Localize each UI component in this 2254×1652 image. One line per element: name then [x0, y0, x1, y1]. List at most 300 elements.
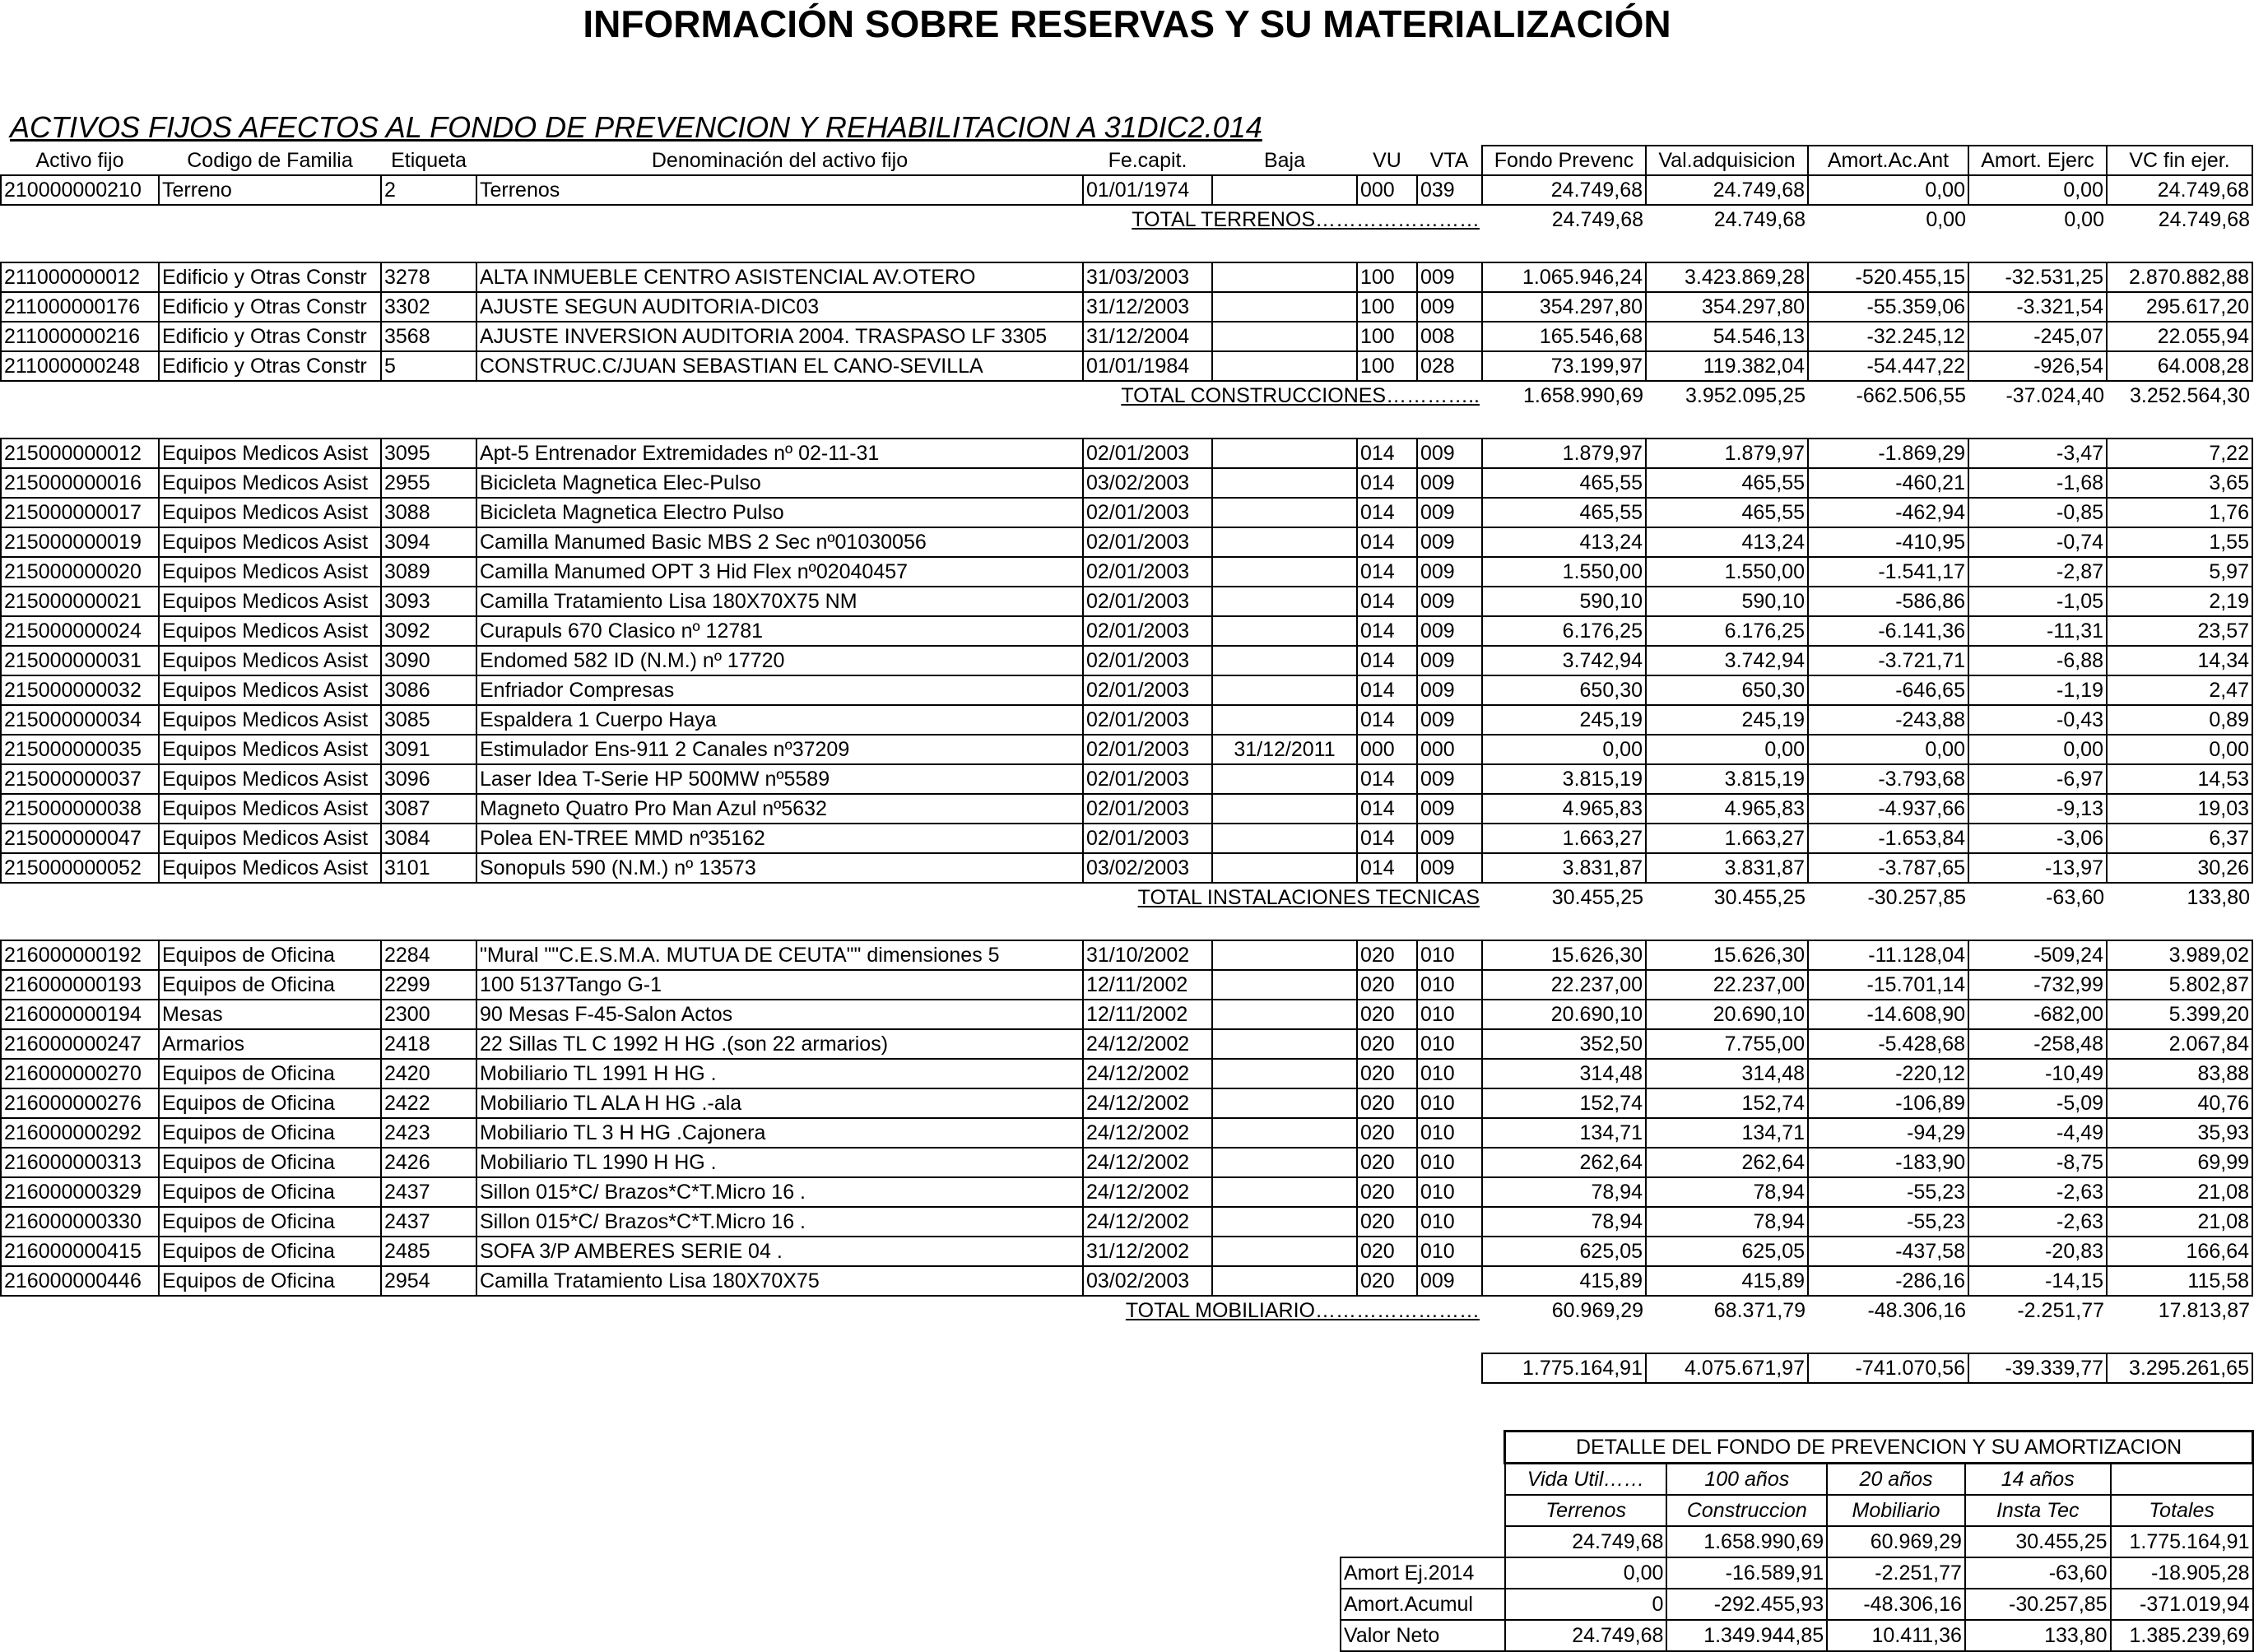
cell-familia: Equipos Medicos Asist: [159, 468, 381, 498]
cell-fondo: 262,64: [1482, 1148, 1646, 1177]
table-row: [1, 262, 2252, 292]
cell-fecha: 02/01/2003: [1083, 824, 1212, 853]
cell-vc: 64.008,28: [2107, 351, 2252, 381]
cell-baja: [1212, 322, 1357, 351]
cell-val: 415,89: [1646, 1266, 1808, 1296]
cell-amort-ej: -32.531,25: [1968, 262, 2107, 292]
cell-vc: 35,93: [2107, 1118, 2252, 1148]
cell-vta: 009: [1417, 292, 1482, 322]
cell-familia: Edificio y Otras Constr: [159, 351, 381, 381]
cell-val: 465,55: [1646, 468, 1808, 498]
detail-value-cell: -63,60: [1965, 1557, 2111, 1589]
cell-etiqueta: 3084: [381, 824, 476, 853]
cell-etiqueta: 3090: [381, 646, 476, 675]
column-header: Denominación del activo fijo: [651, 148, 909, 172]
total-vc: 17.813,87: [2158, 1299, 2250, 1322]
group-total-label: TOTAL MOBILIARIO……………………: [1125, 1299, 1480, 1322]
spacer-cell: [381, 1296, 476, 1325]
cell-etiqueta: 2422: [381, 1088, 476, 1118]
category-cell: Mobiliario: [1827, 1495, 1965, 1526]
total-fondo: 30.455,25: [1551, 886, 1643, 909]
cell-baja: [1212, 940, 1357, 970]
cell-val: 54.546,13: [1646, 322, 1808, 351]
cell-baja: [1212, 853, 1357, 883]
cell-etiqueta: 2299: [381, 970, 476, 1000]
detail-category-row: [1341, 1495, 2253, 1526]
cell-vta: 009: [1417, 262, 1482, 292]
cell-activo: 215000000035: [1, 735, 159, 764]
cell-vc: 83,88: [2107, 1059, 2252, 1088]
category-cell: Terrenos: [1505, 1495, 1667, 1526]
cell-etiqueta: 2426: [381, 1148, 476, 1177]
detail-value-cell: 1.349.944,85: [1666, 1620, 1827, 1651]
cell-fecha: 02/01/2003: [1083, 587, 1212, 616]
total-amort-ej: -2.251,77: [2017, 1299, 2104, 1322]
cell-val: 6.176,25: [1646, 616, 1808, 646]
cell-amort-ej: -732,99: [1968, 970, 2107, 1000]
cell-activo: 216000000276: [1, 1088, 159, 1118]
cell-fecha: 01/01/1984: [1083, 351, 1212, 381]
cell-activo: 216000000292: [1, 1118, 159, 1148]
cell-baja: [1212, 1207, 1357, 1237]
cell-val: 245,19: [1646, 705, 1808, 735]
cell-baja: [1212, 646, 1357, 675]
table-row: [1, 1207, 2252, 1237]
cell-amort-ant: -3.793,68: [1808, 764, 1968, 794]
column-header: Activo fijo: [35, 148, 124, 172]
cell-vu: 014: [1357, 587, 1417, 616]
cell-amort-ant: -106,89: [1808, 1088, 1968, 1118]
table-row: [1, 735, 2252, 764]
cell-denominacion: 22 Sillas TL C 1992 H HG .(son 22 armarios): [476, 1029, 1083, 1059]
cell-vta: 010: [1417, 1207, 1482, 1237]
cell-activo: 216000000194: [1, 1000, 159, 1029]
cell-val: 78,94: [1646, 1177, 1808, 1207]
value-cell: 24.749,68: [1505, 1526, 1667, 1557]
cell-activo: 216000000415: [1, 1237, 159, 1266]
cell-fecha: 02/01/2003: [1083, 616, 1212, 646]
cell-vc: 115,58: [2107, 1266, 2252, 1296]
vida-util-cell: Vida Util……: [1505, 1464, 1667, 1496]
cell-vta: 009: [1417, 527, 1482, 557]
table-row: [1, 1237, 2252, 1266]
table-row: [1, 1177, 2252, 1207]
cell-vta: 010: [1417, 1088, 1482, 1118]
cell-vta: 009: [1417, 794, 1482, 824]
cell-vu: 014: [1357, 794, 1417, 824]
cell-val: 78,94: [1646, 1207, 1808, 1237]
cell-denominacion: Mobiliario TL 1991 H HG .: [476, 1059, 1083, 1088]
cell-vc: 1,55: [2107, 527, 2252, 557]
cell-baja: [1212, 1266, 1357, 1296]
cell-vu: 020: [1357, 1059, 1417, 1088]
cell-vu: 014: [1357, 439, 1417, 468]
cell-familia: Equipos de Oficina: [159, 940, 381, 970]
cell-vu: 100: [1357, 351, 1417, 381]
cell-activo: 215000000019: [1, 527, 159, 557]
cell-fondo: 78,94: [1482, 1177, 1646, 1207]
column-header: Fondo Prevenc: [1482, 146, 1646, 175]
cell-baja: [1212, 439, 1357, 468]
cell-etiqueta: 3278: [381, 262, 476, 292]
total-amort-ant: 0,00: [1926, 208, 1966, 231]
cell-baja: [1212, 1088, 1357, 1118]
cell-etiqueta: 3094: [381, 527, 476, 557]
cell-fondo: 245,19: [1482, 705, 1646, 735]
cell-etiqueta: 3086: [381, 675, 476, 705]
cell-fecha: 31/03/2003: [1083, 262, 1212, 292]
cell-fondo: 15.626,30: [1482, 940, 1646, 970]
cell-vu: 020: [1357, 970, 1417, 1000]
total-val: 30.455,25: [1713, 886, 1806, 909]
cell-val: 20.690,10: [1646, 1000, 1808, 1029]
cell-vc: 69,99: [2107, 1148, 2252, 1177]
page-title: INFORMACIÓN SOBRE RESERVAS Y SU MATERIALIZACIÓN: [583, 2, 1671, 45]
blank-row: [1, 234, 2252, 262]
cell-vu: 014: [1357, 498, 1417, 527]
cell-denominacion: Sillon 015*C/ Brazos*C*T.Micro 16 .: [476, 1177, 1083, 1207]
cell-familia: Equipos de Oficina: [159, 970, 381, 1000]
cell-activo: 215000000017: [1, 498, 159, 527]
cell-baja: [1212, 616, 1357, 646]
cell-denominacion: Curapuls 670 Clasico nº 12781: [476, 616, 1083, 646]
cell-etiqueta: 3089: [381, 557, 476, 587]
cell-amort-ant: -462,94: [1808, 498, 1968, 527]
table-row: [1, 1118, 2252, 1148]
spacer-cell: [159, 381, 381, 410]
cell-vta: 009: [1417, 764, 1482, 794]
cell-denominacion: Mobiliario TL 1990 H HG .: [476, 1148, 1083, 1177]
cell-vu: 014: [1357, 646, 1417, 675]
cell-fecha: 24/12/2002: [1083, 1059, 1212, 1088]
cell-amort-ant: -3.787,65: [1808, 853, 1968, 883]
cell-denominacion: ALTA INMUEBLE CENTRO ASISTENCIAL AV.OTERO: [476, 262, 1083, 292]
cell-etiqueta: 3095: [381, 439, 476, 468]
cell-fecha: 02/01/2003: [1083, 764, 1212, 794]
cell-fecha: 02/01/2003: [1083, 439, 1212, 468]
group-total-label-cell: [1083, 381, 1482, 410]
vida-util-cell: [2111, 1464, 2253, 1496]
cell-etiqueta: 2420: [381, 1059, 476, 1088]
cell-vu: 014: [1357, 557, 1417, 587]
value-cell: 30.455,25: [1965, 1526, 2111, 1557]
detail-value-cell: -30.257,85: [1965, 1589, 2111, 1620]
cell-activo: 215000000034: [1, 705, 159, 735]
cell-fondo: 73.199,97: [1482, 351, 1646, 381]
table-row: [1, 616, 2252, 646]
spacer-cell: [476, 883, 1083, 912]
category-cell: Insta Tec: [1965, 1495, 2111, 1526]
cell-amort-ant: -243,88: [1808, 705, 1968, 735]
table-row: [1, 970, 2252, 1000]
detail-value-cell: -18.905,28: [2111, 1557, 2253, 1589]
grand-total-val: 4.075.671,97: [1646, 1353, 1808, 1383]
cell-val: 354.297,80: [1646, 292, 1808, 322]
grand-total-vc: 3.295.261,65: [2107, 1353, 2252, 1383]
cell-denominacion: Camilla Tratamiento Lisa 180X70X75 NM: [476, 587, 1083, 616]
cell-familia: Equipos de Oficina: [159, 1207, 381, 1237]
cell-amort-ant: -32.245,12: [1808, 322, 1968, 351]
cell-amort-ej: -9,13: [1968, 794, 2107, 824]
detail-caption-row: [1341, 1432, 2253, 1464]
cell-vu: 014: [1357, 616, 1417, 646]
detail-container: [1340, 1430, 2254, 1652]
detail-value-cell: 1.385.239,69: [2111, 1620, 2253, 1651]
cell-familia: Equipos Medicos Asist: [159, 439, 381, 468]
blank-cell: [1, 1325, 2252, 1353]
cell-amort-ej: -2,63: [1968, 1207, 2107, 1237]
cell-fecha: 02/01/2003: [1083, 646, 1212, 675]
grand-total-row: [1, 1353, 2252, 1383]
cell-amort-ant: -94,29: [1808, 1118, 1968, 1148]
cell-fecha: 02/01/2003: [1083, 498, 1212, 527]
cell-baja: [1212, 262, 1357, 292]
cell-etiqueta: 2954: [381, 1266, 476, 1296]
cell-baja: [1212, 1237, 1357, 1266]
cell-baja: [1212, 675, 1357, 705]
cell-familia: Equipos de Oficina: [159, 1148, 381, 1177]
cell-vc: 2.067,84: [2107, 1029, 2252, 1059]
cell-amort-ant: -220,12: [1808, 1059, 1968, 1088]
cell-activo: 215000000038: [1, 794, 159, 824]
category-cell: Construccion: [1666, 1495, 1827, 1526]
cell-familia: Edificio y Otras Constr: [159, 292, 381, 322]
column-header: VC fin ejer.: [2107, 146, 2252, 175]
blank-row: [1, 410, 2252, 439]
cell-vta: 009: [1417, 1266, 1482, 1296]
vida-util-cell: 20 años: [1827, 1464, 1965, 1496]
cell-vta: 009: [1417, 498, 1482, 527]
cell-amort-ej: -13,97: [1968, 853, 2107, 883]
cell-fecha: 12/11/2002: [1083, 970, 1212, 1000]
cell-vu: 020: [1357, 1088, 1417, 1118]
table-row: [1, 468, 2252, 498]
cell-vta: 009: [1417, 853, 1482, 883]
cell-amort-ej: 0,00: [1968, 175, 2107, 205]
cell-activo: 215000000024: [1, 616, 159, 646]
cell-fondo: 465,55: [1482, 498, 1646, 527]
table-row: [1, 1148, 2252, 1177]
cell-baja: [1212, 527, 1357, 557]
cell-etiqueta: 2300: [381, 1000, 476, 1029]
cell-amort-ant: -11.128,04: [1808, 940, 1968, 970]
cell-val: 22.237,00: [1646, 970, 1808, 1000]
cell-val: 4.965,83: [1646, 794, 1808, 824]
cell-vta: 009: [1417, 587, 1482, 616]
cell-fecha: 02/01/2003: [1083, 705, 1212, 735]
cell-activo: 211000000176: [1, 292, 159, 322]
cell-amort-ant: -3.721,71: [1808, 646, 1968, 675]
cell-etiqueta: 3091: [381, 735, 476, 764]
table-row: [1, 794, 2252, 824]
cell-vta: 028: [1417, 351, 1482, 381]
cell-vta: 010: [1417, 1118, 1482, 1148]
cell-amort-ej: -3,06: [1968, 824, 2107, 853]
cell-amort-ej: -10,49: [1968, 1059, 2107, 1088]
cell-fecha: 24/12/2002: [1083, 1029, 1212, 1059]
report-subtitle: ACTIVOS FIJOS AFECTOS AL FONDO DE PREVENCION Y REHABILITACION A 31DIC2.014: [10, 110, 1262, 144]
cell-familia: Mesas: [159, 1000, 381, 1029]
table-row: [1, 587, 2252, 616]
cell-amort-ej: -1,68: [1968, 468, 2107, 498]
cell-amort-ej: -2,63: [1968, 1177, 2107, 1207]
grand-total-fondo: 1.775.164,91: [1482, 1353, 1646, 1383]
cell-amort-ant: -14.608,90: [1808, 1000, 1968, 1029]
cell-fecha: 24/12/2002: [1083, 1177, 1212, 1207]
blank-row: [1, 912, 2252, 940]
cell-denominacion: 90 Mesas F-45-Salon Actos: [476, 1000, 1083, 1029]
cell-vta: 009: [1417, 646, 1482, 675]
cell-val: 314,48: [1646, 1059, 1808, 1088]
cell-val: 134,71: [1646, 1118, 1808, 1148]
spacer-cell: [1341, 1495, 1505, 1526]
cell-activo: 215000000032: [1, 675, 159, 705]
cell-vc: 22.055,94: [2107, 322, 2252, 351]
total-amort-ant: -48.306,16: [1867, 1299, 1966, 1322]
cell-vc: 14,53: [2107, 764, 2252, 794]
cell-amort-ej: -4,49: [1968, 1118, 2107, 1148]
cell-amort-ej: -3.321,54: [1968, 292, 2107, 322]
cell-activo: 215000000037: [1, 764, 159, 794]
cell-vc: 5.802,87: [2107, 970, 2252, 1000]
cell-vta: 009: [1417, 675, 1482, 705]
cell-baja: [1212, 970, 1357, 1000]
detail-row: [1341, 1620, 2253, 1651]
column-header: VU: [1373, 148, 1401, 172]
cell-activo: 215000000012: [1, 439, 159, 468]
cell-etiqueta: 3092: [381, 616, 476, 646]
cell-fondo: 152,74: [1482, 1088, 1646, 1118]
vida-util-cell: 100 años: [1666, 1464, 1827, 1496]
cell-baja: 31/12/2011: [1212, 735, 1357, 764]
cell-baja: [1212, 498, 1357, 527]
cell-activo: 211000000248: [1, 351, 159, 381]
spacer-cell: [159, 205, 381, 234]
cell-amort-ej: -682,00: [1968, 1000, 2107, 1029]
spacer-cell: [1, 205, 159, 234]
cell-vc: 295.617,20: [2107, 292, 2252, 322]
cell-fecha: 12/11/2002: [1083, 1000, 1212, 1029]
cell-etiqueta: 5: [381, 351, 476, 381]
cell-denominacion: AJUSTE INVERSION AUDITORIA 2004. TRASPASO LF 3305: [476, 322, 1083, 351]
cell-activo: 211000000012: [1, 262, 159, 292]
spacer-cell: [1, 883, 159, 912]
cell-amort-ej: -509,24: [1968, 940, 2107, 970]
cell-val: 465,55: [1646, 498, 1808, 527]
cell-vc: 40,76: [2107, 1088, 2252, 1118]
cell-familia: Equipos Medicos Asist: [159, 527, 381, 557]
cell-vu: 014: [1357, 468, 1417, 498]
cell-amort-ant: -55,23: [1808, 1177, 1968, 1207]
cell-fondo: 78,94: [1482, 1207, 1646, 1237]
cell-baja: [1212, 1177, 1357, 1207]
cell-vc: 166,64: [2107, 1237, 2252, 1266]
cell-val: 24.749,68: [1646, 175, 1808, 205]
cell-fondo: 352,50: [1482, 1029, 1646, 1059]
cell-val: 152,74: [1646, 1088, 1808, 1118]
cell-fondo: 134,71: [1482, 1118, 1646, 1148]
cell-vu: 014: [1357, 764, 1417, 794]
assets-table-container: [0, 145, 2253, 1384]
cell-denominacion: Sonopuls 590 (N.M.) nº 13573: [476, 853, 1083, 883]
cell-amort-ej: -8,75: [1968, 1148, 2107, 1177]
total-fondo: 60.969,29: [1551, 1299, 1643, 1322]
cell-amort-ant: 0,00: [1808, 175, 1968, 205]
cell-denominacion: Sillon 015*C/ Brazos*C*T.Micro 16 .: [476, 1207, 1083, 1237]
total-amort-ej: 0,00: [2064, 208, 2104, 231]
cell-vu: 020: [1357, 1118, 1417, 1148]
detail-row-label: Valor Neto: [1341, 1620, 1505, 1651]
cell-familia: Equipos Medicos Asist: [159, 705, 381, 735]
cell-val: 0,00: [1646, 735, 1808, 764]
spacer-cell: [381, 883, 476, 912]
detail-vida-util-row: [1341, 1464, 2253, 1496]
cell-fecha: 03/02/2003: [1083, 853, 1212, 883]
cell-val: 7.755,00: [1646, 1029, 1808, 1059]
cell-denominacion: Bicicleta Magnetica Elec-Pulso: [476, 468, 1083, 498]
detail-values-row: [1341, 1526, 2253, 1557]
table-row: [1, 853, 2252, 883]
spacer-cell: [159, 883, 381, 912]
cell-denominacion: Magneto Quatro Pro Man Azul nº5632: [476, 794, 1083, 824]
cell-amort-ej: -5,09: [1968, 1088, 2107, 1118]
column-header: Amort. Ejerc: [1968, 146, 2107, 175]
detail-row: [1341, 1557, 2253, 1589]
cell-etiqueta: 3302: [381, 292, 476, 322]
total-val: 24.749,68: [1713, 208, 1806, 231]
cell-vta: 010: [1417, 1029, 1482, 1059]
cell-vc: 2,47: [2107, 675, 2252, 705]
cell-vta: 010: [1417, 1148, 1482, 1177]
group-total-label-cell: [1083, 883, 1482, 912]
total-val: 3.952.095,25: [1685, 384, 1806, 407]
blank-cell: [1, 234, 2252, 262]
cell-vu: 014: [1357, 675, 1417, 705]
cell-amort-ej: -1,05: [1968, 587, 2107, 616]
detail-value-cell: -2.251,77: [1827, 1557, 1965, 1589]
cell-familia: Equipos Medicos Asist: [159, 675, 381, 705]
cell-denominacion: Apt-5 Entrenador Extremidades nº 02-11-31: [476, 439, 1083, 468]
column-header: Amort.Ac.Ant: [1808, 146, 1968, 175]
table-row: [1, 646, 2252, 675]
cell-fecha: 02/01/2003: [1083, 794, 1212, 824]
cell-vu: 020: [1357, 1237, 1417, 1266]
cell-fecha: 01/01/1974: [1083, 175, 1212, 205]
cell-familia: Terreno: [159, 175, 381, 205]
group-total-label-cell: [1083, 1296, 1482, 1325]
cell-etiqueta: 3093: [381, 587, 476, 616]
cell-vta: 010: [1417, 1177, 1482, 1207]
table-row: [1, 498, 2252, 527]
cell-vta: 000: [1417, 735, 1482, 764]
cell-fondo: 3.831,87: [1482, 853, 1646, 883]
cell-familia: Equipos Medicos Asist: [159, 824, 381, 853]
cell-denominacion: Laser Idea T-Serie HP 500MW nº5589: [476, 764, 1083, 794]
cell-familia: Equipos Medicos Asist: [159, 616, 381, 646]
cell-vc: 0,00: [2107, 735, 2252, 764]
cell-etiqueta: 3096: [381, 764, 476, 794]
cell-amort-ej: -0,85: [1968, 498, 2107, 527]
cell-baja: [1212, 1029, 1357, 1059]
group-total-label: TOTAL TERRENOS……………………: [1132, 208, 1480, 231]
cell-fondo: 465,55: [1482, 468, 1646, 498]
cell-etiqueta: 3087: [381, 794, 476, 824]
cell-fecha: 24/12/2002: [1083, 1207, 1212, 1237]
total-amort-ant: -30.257,85: [1867, 886, 1966, 909]
cell-fondo: 625,05: [1482, 1237, 1646, 1266]
cell-vta: 009: [1417, 557, 1482, 587]
detail-value-cell: 133,80: [1965, 1620, 2111, 1651]
